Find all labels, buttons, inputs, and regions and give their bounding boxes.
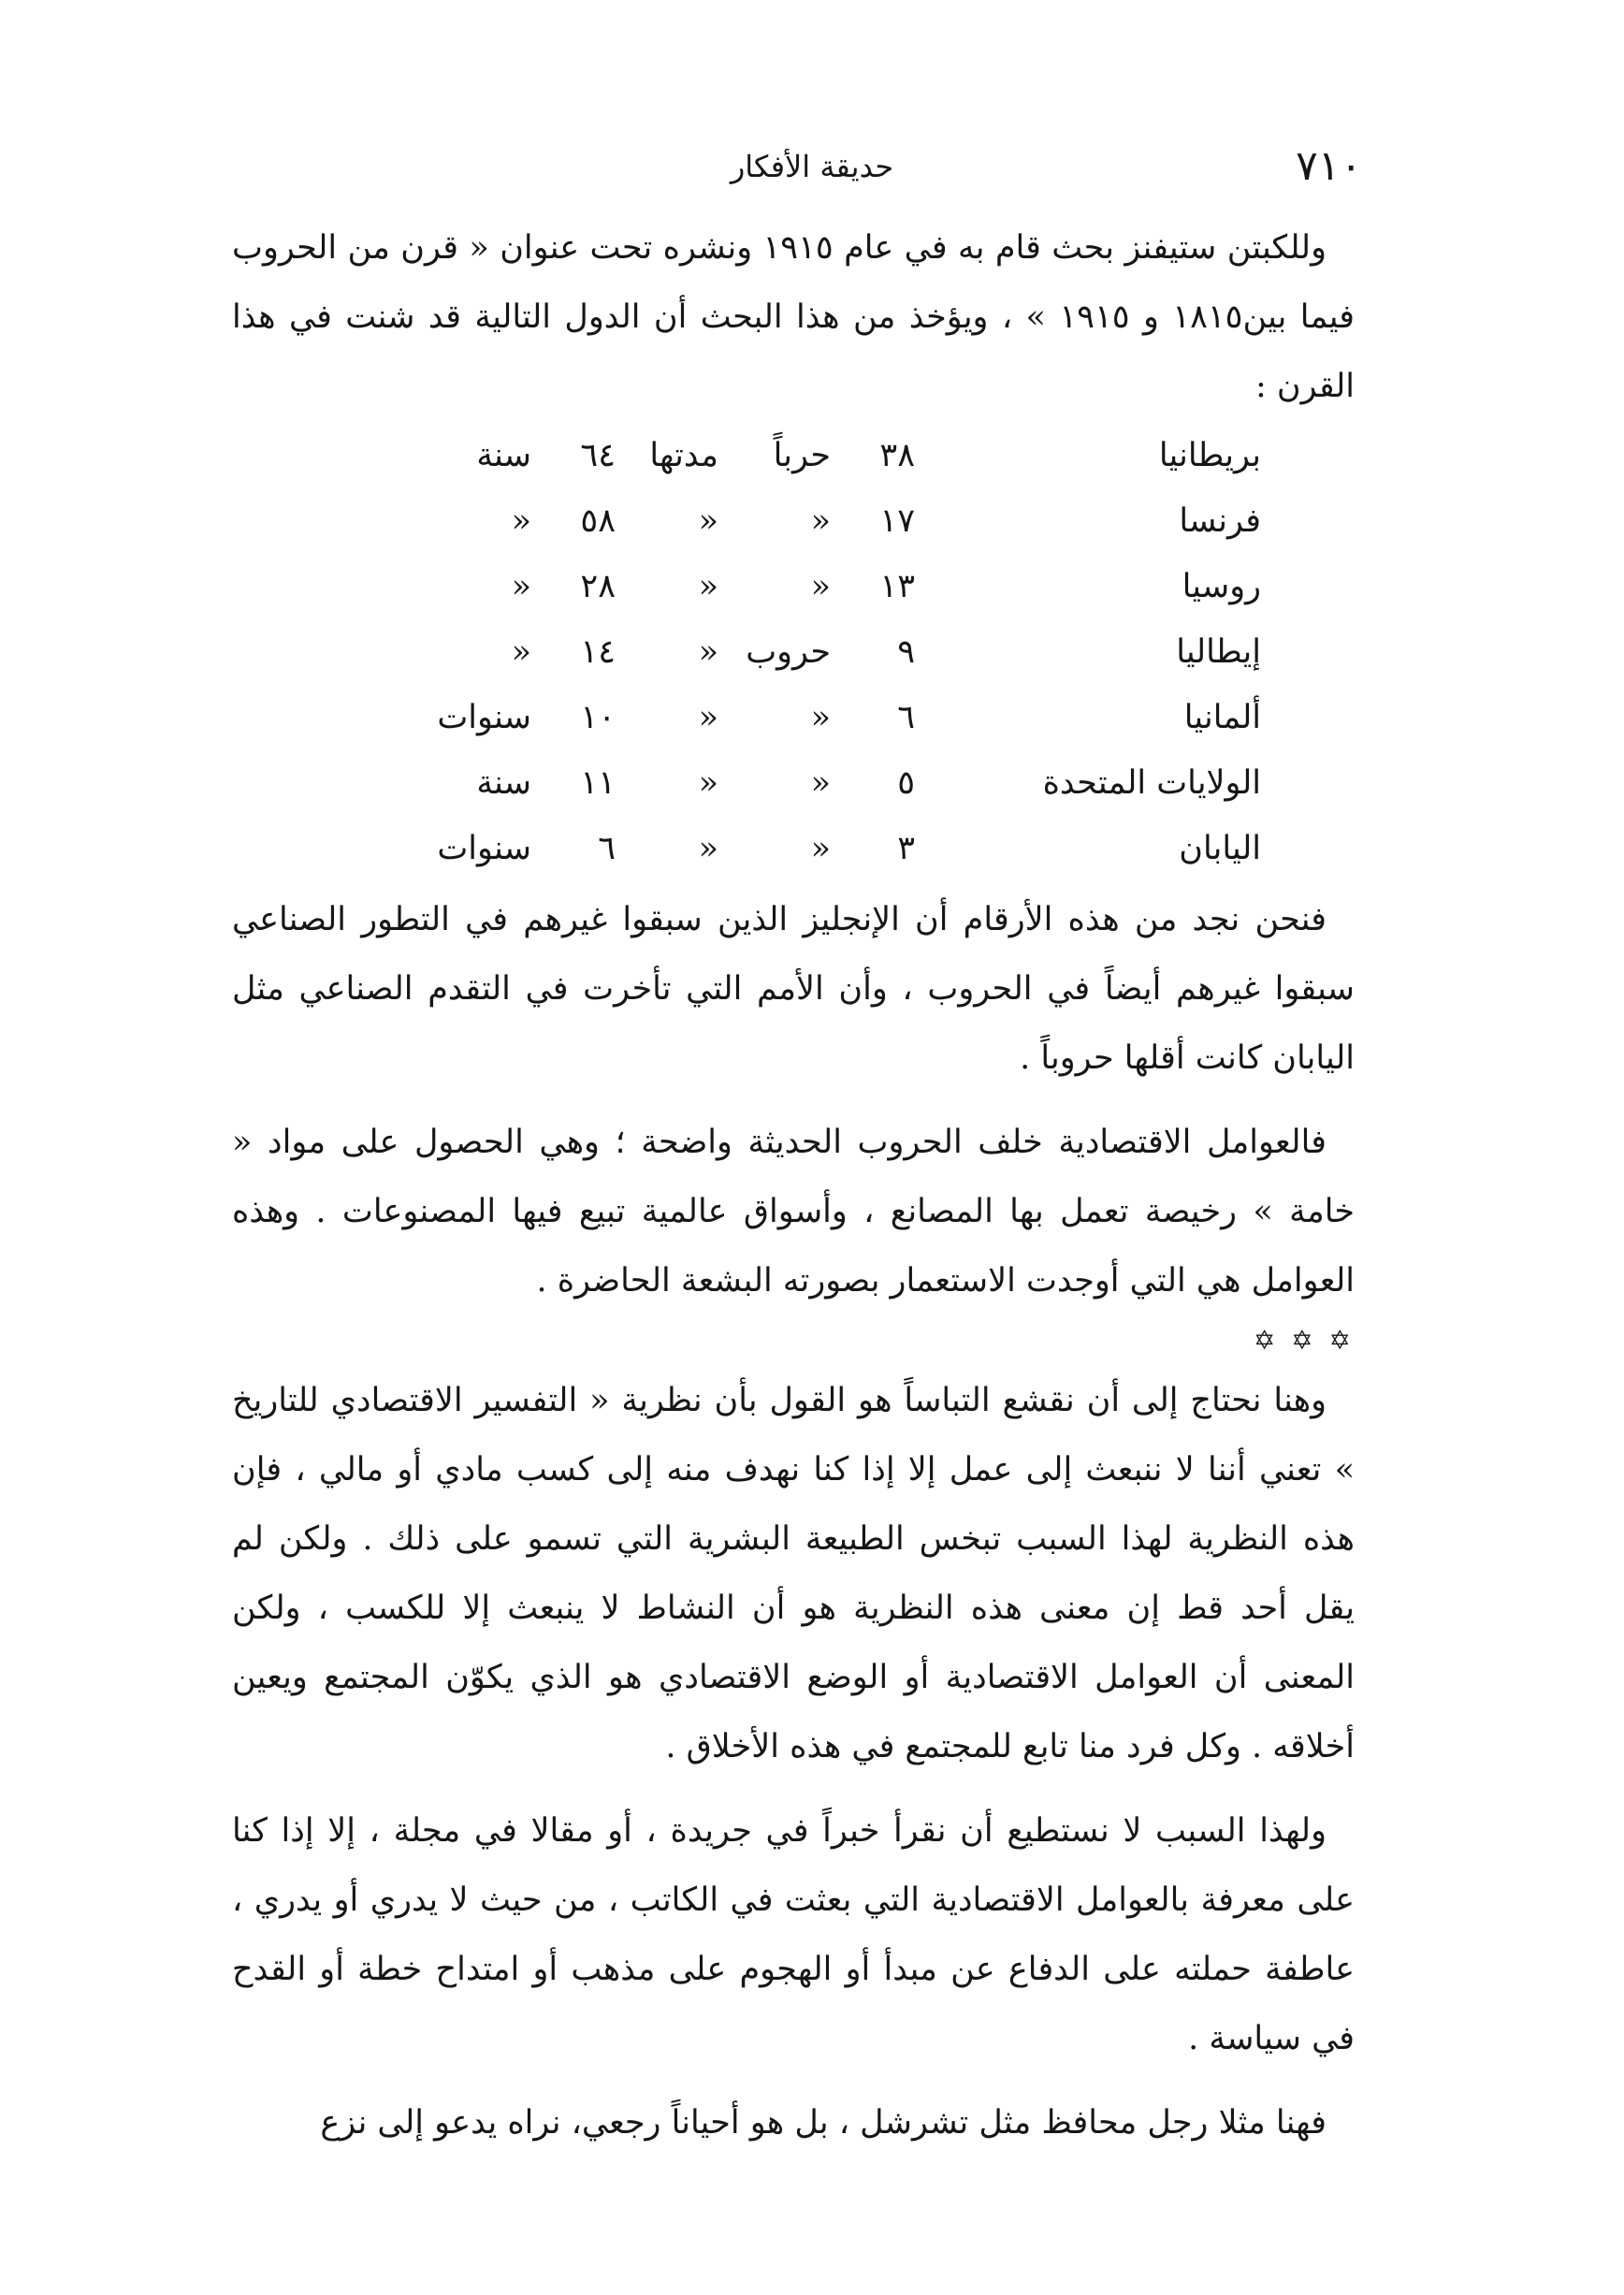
country-name: روسيا	[1182, 568, 1261, 605]
wars-unit: «	[810, 699, 831, 736]
duration-label: «	[698, 568, 718, 605]
years-unit: «	[511, 568, 531, 605]
section-ornament: ✡ ✡ ✡	[1253, 1325, 1355, 1356]
page-number: ٧١٠	[1296, 142, 1362, 190]
years-unit: سنة	[476, 764, 531, 802]
table-row	[232, 750, 1355, 816]
wars-count: ١٧	[879, 502, 915, 540]
country-name: الولايات المتحدة	[1042, 764, 1261, 802]
duration-years: ١١	[580, 764, 616, 802]
duration-label: «	[698, 502, 718, 540]
table-row	[232, 816, 1355, 881]
wars-unit: «	[810, 830, 831, 867]
table-row	[232, 685, 1355, 750]
duration-years: ١٤	[580, 633, 616, 671]
wars-unit: «	[810, 568, 831, 605]
duration-label: مدتها	[649, 437, 718, 474]
wars-count: ١٣	[879, 568, 915, 605]
duration-label: «	[698, 830, 718, 867]
table-row	[232, 488, 1355, 554]
table-row	[232, 619, 1355, 685]
duration-years: ٦	[598, 830, 616, 867]
duration-label: «	[698, 764, 718, 802]
body-text	[232, 213, 1355, 2157]
table-row	[232, 423, 1355, 488]
wars-unit: حرباً	[773, 437, 831, 474]
paragraph-economic-factors: فالعوامل الاقتصادية خلف الحروب الحديثة واضحة ؛ وهي الحصول على مواد « خامة » رخيصة تعمل بها المصانع ، وأسواق عالمية تبيع فيها المصنوعات . وهذه العوامل هي التي أوجدت الاستعمار بصورته البشعة الحاضرة .	[232, 1124, 1355, 1300]
wars-unit: «	[810, 502, 831, 540]
duration-years: ٥٨	[580, 502, 616, 540]
wars-count: ٣٨	[879, 437, 915, 474]
paragraph-churchill: فهنا مثلا رجل محافظ مثل تشرشل ، بل هو أحياناً رجعي، نراه يدعو إلى نزع	[320, 2104, 1327, 2142]
years-unit: «	[511, 633, 531, 671]
duration-years: ٢٨	[580, 568, 616, 605]
page-header	[0, 138, 1624, 195]
country-name: اليابان	[1179, 830, 1261, 867]
duration-label: «	[698, 633, 718, 671]
wars-count: ٦	[897, 699, 915, 736]
duration-years: ٦٤	[580, 437, 616, 474]
table-row	[232, 554, 1355, 619]
paragraph-intro: وللكبتن ستيفنز بحث قام به في عام ١٩١٥ ونشره تحت عنوان « قرن من الحروب فيما بين١٨١٥ و ١٩١٥ » ، ويؤخذ من هذا البحث أن الدول التالية قد شنت في هذا القرن :	[232, 229, 1355, 405]
running-title: حديقة الأفكار	[730, 149, 894, 184]
country-name: بريطانيا	[1158, 437, 1261, 474]
duration-label: «	[698, 699, 718, 736]
years-unit: «	[511, 502, 531, 540]
country-name: فرنسا	[1179, 502, 1261, 540]
years-unit: سنوات	[437, 699, 531, 736]
wars-unit: «	[810, 764, 831, 802]
paragraph-analysis: فنحن نجد من هذه الأرقام أن الإنجليز الذين سبقوا غيرهم في التطور الصناعي سبقوا غيرهم أيضاً في الحروب ، وأن الأمم التي تأخرت في التقدم الصناعي مثل اليابان كانت أقلها حروباً .	[232, 901, 1355, 1077]
duration-years: ١٠	[580, 699, 616, 736]
wars-table	[232, 423, 1355, 883]
wars-count: ٩	[897, 633, 915, 671]
country-name: ألمانيا	[1183, 699, 1261, 736]
country-name: إيطاليا	[1176, 633, 1261, 671]
wars-count: ٣	[897, 830, 915, 867]
paragraph-economic-interpretation: وهنا نحتاج إلى أن نقشع التباساً هو القول بأن نظرية « التفسير الاقتصادي للتاريخ » تعني أننا لا ننبعث إلى عمل إلا إذا كنا نهدف منه إلى كسب مادي أو مالي ، فإن هذه النظرية لهذا السبب تبخس الطبيعة البشرية التي تسمو على ذلك . ولكن لم يقل أحد قط إن معنى هذه النظرية هو أن النشاط لا ينبعث إلا للكسب ، ولكن المعنى أن العوامل الاقتصادية أو الوضع الاقتصادي هو الذي يكوّن المجتمع ويعين أخلاقه . وكل فرد منا تابع للمجتمع في هذه الأخلاق .	[232, 1382, 1355, 1765]
years-unit: سنة	[476, 437, 531, 474]
wars-unit: حروب	[746, 633, 831, 671]
years-unit: سنوات	[437, 830, 531, 867]
paragraph-reading-news: ولهذا السبب لا نستطيع أن نقرأ خبراً في جريدة ، أو مقالا في مجلة ، إلا إذا كنا على معرفة بالعوامل الاقتصادية التي بعثت في الكاتب ، من حيث لا يدري أو يدري ، عاطفة حملته على الدفاع عن مبدأ أو الهجوم على مذهب أو امتداح خطة أو القدح في سياسة .	[232, 1812, 1355, 2057]
wars-count: ٥	[897, 764, 915, 802]
